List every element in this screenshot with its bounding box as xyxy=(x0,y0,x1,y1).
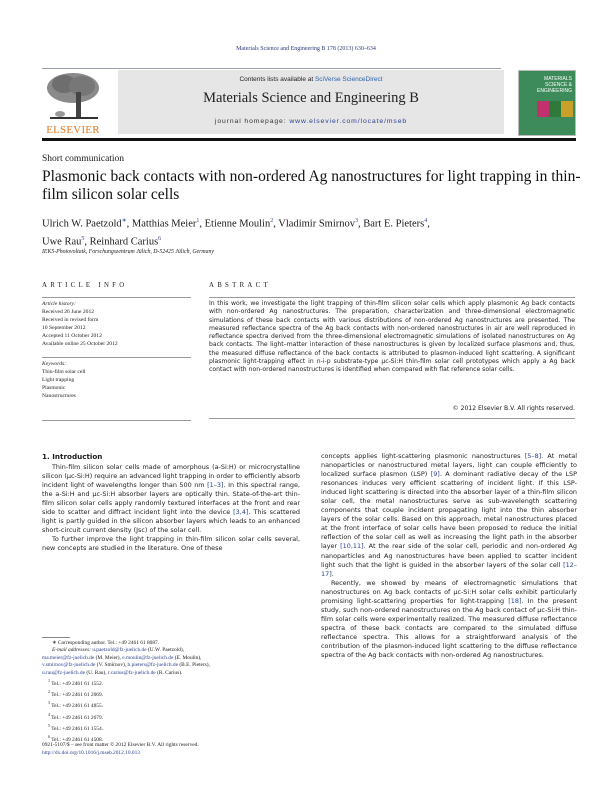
email-link[interactable]: u.paetzold@fz-juelich.de xyxy=(92,647,147,654)
body-paragraph xyxy=(42,535,300,553)
author-mark[interactable]: 4 xyxy=(424,218,428,224)
footnote-number: 6 xyxy=(48,734,50,740)
article-type: Short communication xyxy=(42,154,125,164)
email-addresses-cont: v.smirnov@fz-juelich.de (V. Smirnov), b.pieters@fz-juelich.de (B.E. Pieters), xyxy=(42,662,210,669)
history-item: Received 26 June 2012 xyxy=(42,309,95,315)
paragraph-text: . In the present study, such non-ordered nanostructures on the Ag back contact of μc-Si:H thin-film solar cells were experimentally realized. The measured diffuse reflectance spectra of these back contacts are compared to the simulated diffuse reflectance spectra. This allows for a straightforward analysis of the contribution of the plasmon-induced light scattering to the diffuse reflectance spectra of the Ag back contacts with non-ordered Ag nanostructures. xyxy=(321,596,577,660)
email-link[interactable]: b.pieters@fz-juelich.de xyxy=(127,662,179,669)
body-paragraph xyxy=(321,579,577,660)
email-owner: (E. Moulin) xyxy=(174,654,201,661)
paragraph-text: . At the rear side of the solar cell, periodic and non-ordered Ag nanoparticles and Ag nanostructures have been applied to scatter incident light such that the light is guided in the absorber layers of the solar cell xyxy=(321,542,578,569)
citation-link[interactable]: [12–17] xyxy=(321,560,577,578)
author-mark[interactable]: ∗ xyxy=(121,218,127,224)
history-item: Received in revised form xyxy=(42,317,99,323)
paragraph-text: Recently, we showed by means of electromagnetic simulations that nanostructures on Ag back contacts of μc-Si:H solar cells exhibit particularly promising light-scattering properties for light-trapping xyxy=(321,578,577,605)
paragraph-text: . xyxy=(331,569,334,578)
divider xyxy=(42,420,191,421)
author-name[interactable]: Reinhard Carius xyxy=(89,236,159,247)
footnote-rule xyxy=(42,637,70,638)
keyword: Plasmonic xyxy=(42,385,66,391)
footnote-number: 4 xyxy=(48,711,50,717)
sciencedirect-link[interactable]: SciVerse ScienceDirect xyxy=(314,76,383,83)
corresponding-author-note: ∗ Corresponding author. Tel.: +49 2461 61 8087. xyxy=(52,640,160,646)
email-link[interactable]: ma.meier@fz-juelich.de xyxy=(42,654,95,661)
paragraph-text: concepts applies light-scattering plasmonic nanostructures xyxy=(321,452,525,460)
issn-line: 0921-5107/$ – see front matter © 2012 Elsevier B.V. All rights reserved. xyxy=(42,742,199,748)
history-item: Accepted 11 October 2012 xyxy=(42,333,102,339)
email-link[interactable]: u.rau@fz-juelich.de xyxy=(42,669,85,676)
email-owner: (U. Rau) xyxy=(86,669,106,676)
affiliation: IEK5-Photovoltaik, Forschungszentrum Jülich, D-52425 Jülich, Germany xyxy=(42,249,214,255)
article-title: Plasmonic back contacts with non-ordered Ag nanostructures for light trapping in thin-film silicon solar cells xyxy=(42,168,581,203)
phone-note xyxy=(42,677,302,688)
footnote-number: 1 xyxy=(48,678,50,684)
author-list: Ulrich W. Paetzold∗, Matthias Meier$^1$, Etienne Moulin$^2$, Vladimir Smirnov$^3$, Bart E. Pieters$^4$, Uwe Rau$^5$, Reinhard Carius$^6$ xyxy=(42,218,430,247)
keyword: Thin-film solar cell xyxy=(42,369,86,375)
divider xyxy=(42,297,191,298)
doi-link[interactable]: http://dx.doi.org/10.1016/j.mseb.2012.10.013 xyxy=(42,749,140,756)
author-mark[interactable]: 1 xyxy=(196,218,200,224)
body-column-right xyxy=(321,452,577,660)
cover-title-line: SCIENCE & xyxy=(545,82,572,88)
contents-prefix: Contents lists available at xyxy=(239,76,315,83)
email-link[interactable]: v.smirnov@fz-juelich.de xyxy=(42,662,96,669)
author-mark[interactable]: 2 xyxy=(270,218,274,224)
header-rule xyxy=(42,138,576,141)
divider xyxy=(209,297,575,298)
keywords-label: Keywords: xyxy=(42,361,67,367)
divider xyxy=(209,418,575,419)
article-info-heading: ARTICLE INFO xyxy=(42,282,128,289)
phone: Tel.: +49 2461 61 2679. xyxy=(51,714,104,721)
phone-note xyxy=(42,722,302,733)
section-heading-introduction: 1. Introduction xyxy=(42,452,103,461)
paragraph-text: Thin-film silicon solar cells made of amorphous (a-Si:H) or microcrystalline silicon (μc-Si:H) require an advanced light trapping in order to efficiently absorb incident light of wavelengths longer than 500 nm xyxy=(42,463,300,490)
citation-link[interactable]: [5–8] xyxy=(524,452,542,460)
footnote-number: 2 xyxy=(48,689,50,695)
abstract-heading: ABSTRACT xyxy=(209,282,271,289)
citation-link[interactable]: [3,4] xyxy=(233,508,249,517)
body-paragraph xyxy=(42,463,300,535)
footnotes xyxy=(42,640,302,744)
journal-banner xyxy=(118,70,504,134)
cover-title-line: MATERIALS xyxy=(544,76,572,82)
abstract-copyright: © 2012 Elsevier B.V. All rights reserved. xyxy=(452,405,575,412)
paragraph-text: . At metal nanoparticles or nanostructured metal layers, light can couple efficiently to localized surface plasmon (LSP) xyxy=(321,452,577,479)
divider xyxy=(42,357,191,358)
abstract-text: In this work, we investigate the light trapping of thin-film silicon solar cells which apply plasmonic Ag back contacts with non-ordered Ag nanostructures. The preparation, characterization and three-dimensional electromagnetic simulations of these back contacts with various distributions of non-ordered Ag nanostructures are presented. The measured reflectance spectra of the Ag back contacts with non-ordered nanostructures in air are well reproduced in reflectance spectra derived from the three-dimensional electromagnetic simulations of isolated nanostructures on Ag back contacts. The light–matter interaction of these nanostructures is given by localized surface plasmons and, thus, the measured diffuse reflectance of the back contacts is attributed to plasmon-induced light scattering. A significant plasmonic light-trapping effect in n-i-p substrate-type μc-Si:H thin-film solar cell prototypes which apply a Ag back contact with non-ordered nanostructures is identified when compared with flat reference solar cells. xyxy=(209,300,575,373)
phone-note xyxy=(42,711,302,722)
paragraph-text: . In this spectral range, the a-Si:H and μc-Si:H absorber layers are optically thin. State-of-the-art thin-film silicon solar cells apply randomly textured interfaces at the front and rear side to scatter and diffract incident light into the device xyxy=(42,481,300,517)
body-paragraph xyxy=(321,452,577,579)
cover-image-bands xyxy=(537,101,573,117)
author-name[interactable]: Bart E. Pieters xyxy=(363,218,425,230)
email-link[interactable]: r.carius@fz-juelich.de xyxy=(107,669,156,676)
cover-title-line: ENGINEERING xyxy=(536,88,572,94)
paragraph-text: To further improve the light trapping in thin-film silicon solar cells several, new concepts are studied in the literature. One of these xyxy=(42,535,300,553)
citation-link[interactable]: [10,11] xyxy=(340,542,364,551)
top-rule xyxy=(42,68,501,69)
phone: Tel.: +49 2461 61 4508. xyxy=(51,736,104,743)
email-link[interactable]: e.moulin@fz-juelich.de xyxy=(122,654,174,661)
phone: Tel.: +49 2461 61 4855. xyxy=(51,703,104,710)
author-name[interactable]: Vladimir Smirnov xyxy=(278,218,356,230)
homepage-prefix: journal homepage: xyxy=(214,118,290,125)
citation-link[interactable]: [18] xyxy=(508,596,522,605)
body-column-left xyxy=(42,463,300,553)
author-name[interactable]: Uwe Rau xyxy=(42,236,82,247)
author-name[interactable]: Ulrich W. Paetzold xyxy=(42,218,122,230)
phone: Tel.: +49 2461 61 1552. xyxy=(51,680,104,687)
citation-link[interactable]: [1–3] xyxy=(207,481,224,490)
journal-cover[interactable] xyxy=(518,70,576,136)
issn-footer xyxy=(42,742,199,758)
running-head: Materials Science and Engineering B 178 (2013) 630–634 xyxy=(236,46,376,52)
history-label: Article history: xyxy=(42,301,77,307)
phone: Tel.: +49 2461 61 2069. xyxy=(51,692,104,699)
phone-note xyxy=(42,688,302,699)
keywords xyxy=(42,360,192,400)
author-mark[interactable]: 6 xyxy=(158,235,162,242)
elsevier-wordmark: ELSEVIER xyxy=(46,124,100,136)
author-name[interactable]: Etienne Moulin xyxy=(204,218,271,230)
author-mark[interactable]: 5 xyxy=(81,235,85,242)
email-owner: (B.E. Pieters) xyxy=(179,662,209,669)
contents-line xyxy=(118,76,504,83)
article-history xyxy=(42,300,192,348)
email-addresses: E-mail addresses: u.paetzold@fz-juelich.de (U.W. Paetzold), xyxy=(52,647,185,654)
keyword: Nanostructures xyxy=(42,393,76,399)
journal-homepage xyxy=(118,118,504,125)
footnote-number: 3 xyxy=(48,700,50,706)
journal-title: Materials Science and Engineering B xyxy=(203,90,419,106)
email-owner: (M. Meier) xyxy=(95,654,120,661)
email-owner: (R. Carius) xyxy=(157,669,182,676)
history-item: Available online 25 October 2012 xyxy=(42,341,118,347)
paragraph-text: . This scattered light is partly guided in the silicon absorber layers which leads to an enhanced short-circuit current density (Jsc) of the solar cell. xyxy=(42,508,300,535)
email-label: E-mail addresses: xyxy=(52,647,91,654)
elsevier-logo[interactable] xyxy=(42,70,104,136)
history-item: 10 September 2012 xyxy=(42,325,86,331)
phone-note xyxy=(42,699,302,710)
footnote-number: 5 xyxy=(48,722,50,728)
author-mark[interactable]: 3 xyxy=(355,218,359,224)
email-owner: (V. Smirnov) xyxy=(96,662,125,669)
phone: Tel.: +49 2461 61 1554. xyxy=(51,725,104,732)
elsevier-tree-icon xyxy=(42,70,104,124)
homepage-link[interactable]: www.elsevier.com/locate/mseb xyxy=(289,118,408,125)
email-owner: (U.W. Paetzold) xyxy=(147,647,183,654)
paragraph-text: . A dominant radiative decay of the LSP resonances induces very efficient scattering of incident light. If this LSP-induced light scattering is directed into the absorber layer of a thin-film silicon solar cell, the metal nanostructures serve as sub-wavelength scattering components that couple incident propagating light into the thin absorber layers of the solar cells. Based on this approach, metal nanostructures placed at the front interface of solar cells have been proposed to reduce the initial reflection of the solar cell as well as increasing the light path in the absorber layer xyxy=(321,470,577,551)
citation-link[interactable]: [9] xyxy=(430,470,440,479)
keyword: Light trapping xyxy=(42,377,75,383)
email-addresses-cont: u.rau@fz-juelich.de (U. Rau), r.carius@fz-juelich.de (R. Carius). xyxy=(42,669,183,676)
email-addresses-cont: ma.meier@fz-juelich.de (M. Meier), e.moulin@fz-juelich.de (E. Moulin), xyxy=(42,654,202,661)
author-name[interactable]: Matthias Meier xyxy=(131,218,197,230)
